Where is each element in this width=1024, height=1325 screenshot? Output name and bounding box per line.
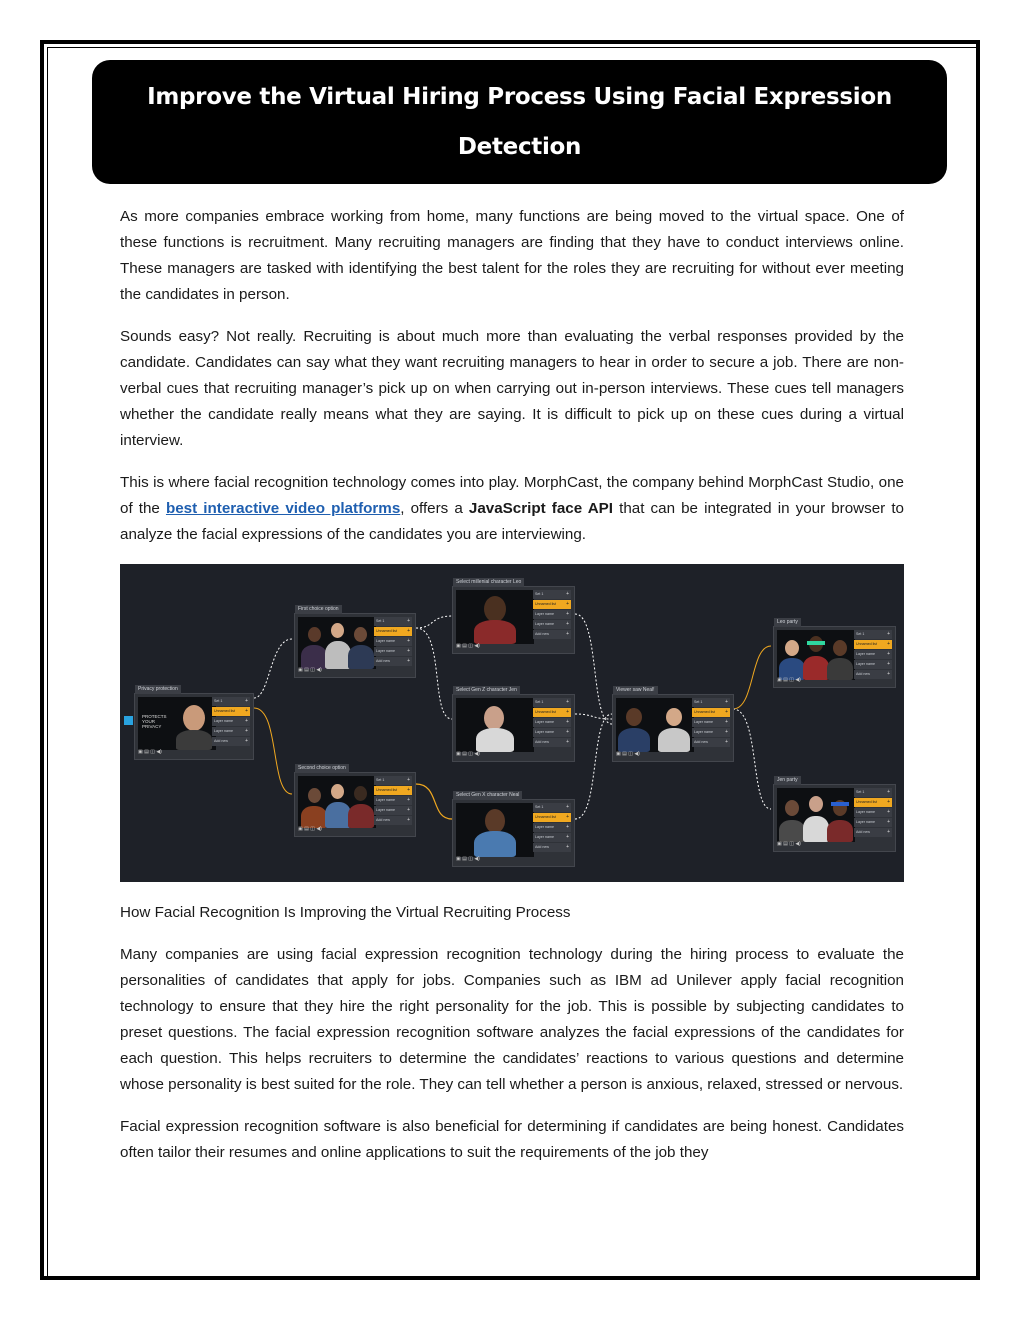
option-item[interactable]: Layer name + [533,718,571,727]
paragraph-morphcast [120,470,904,548]
option-item[interactable]: Layer name + [692,728,730,737]
option-item[interactable]: Set 1 + [854,630,892,639]
node-title: First choice option [295,605,342,614]
node-title: Jen party [774,776,801,785]
node-toolbar: ▣ ▤ ◫ ◀) [138,749,162,755]
text-segment: This is where facial recognition technology comes into play. MorphCast, the company behind MorphCast Studio, one of the [120,474,904,517]
node-toolbar: ▣ ▤ ◫ ◀) [777,677,801,683]
option-item[interactable]: Add new + [533,738,571,747]
node-toolbar: ▣ ▤ ◫ ◀) [456,643,480,649]
option-item[interactable]: Layer name + [533,833,571,842]
bold-api-term: JavaScript face API [468,500,614,517]
option-item[interactable]: Add new + [533,630,571,639]
option-item[interactable]: Add new + [533,843,571,852]
video-thumbnail [456,698,534,752]
option-item[interactable]: Add new + [374,657,412,666]
node-select-genz-jen [452,687,575,762]
node-title: Select Gen Z character Jen [453,686,520,695]
node-toolbar: ▣ ▤ ◫ ◀) [456,856,480,862]
node-title: Viewer saw Neal! [613,686,658,695]
node-toolbar: ▣ ▤ ◫ ◀) [298,667,322,673]
video-thumbnail [138,697,216,750]
node-title: Select Gen X character Neal [453,791,522,800]
option-item[interactable]: Add new + [374,816,412,825]
option-list [374,617,412,667]
option-item[interactable]: Set 1 + [692,698,730,707]
option-item[interactable]: Layer name + [374,806,412,815]
video-thumbnail [298,776,376,828]
option-item-selected[interactable]: Unnamed list + [533,813,571,822]
option-item[interactable]: Layer name + [533,620,571,629]
video-thumbnail [777,788,855,842]
interactive-video-platforms-link[interactable]: best interactive video platforms [165,500,401,517]
article-body [120,204,904,1182]
option-item[interactable]: Layer name + [854,818,892,827]
option-item[interactable]: Layer name + [533,728,571,737]
option-list [854,630,892,680]
text-segment: that can be integrated in your browser to analyze the facial expressions of the candidates you are interviewing. [120,500,904,543]
node-privacy-protection [134,686,254,760]
paragraph-companies: Many companies are using facial expression recognition technology during the hiring process to evaluate the personalities of candidates that apply for jobs. Companies such as IBM ad Unilever apply facial recognition technology to ensure that they hire the right personality for the job. This is possible by subjecting candidates to preset questions. The facial expression recognition software analyzes the facial expressions of the candidates for each question. This helps recruiters to determine the candidates’ reactions to various questions and determine whose personality is best suited for the role. They can tell whether a person is anxious, relaxed, stressed or nervous. [120,946,904,1093]
option-item[interactable]: Set 1 + [533,698,571,707]
node-toolbar: ▣ ▤ ◫ ◀) [777,841,801,847]
node-title: Leo party [774,618,801,627]
option-item-selected[interactable]: Unnamed list + [374,627,412,636]
option-item[interactable]: Set 1 + [374,617,412,626]
node-toolbar: ▣ ▤ ◫ ◀) [456,751,480,757]
privacy-tag-icon [124,716,133,725]
page-title: Improve the Virtual Hiring Process Using Facial Expression Detection [147,84,892,160]
option-item[interactable]: Layer name + [212,717,250,726]
option-item-selected[interactable]: Unnamed list + [692,708,730,717]
text-segment: , offers a [400,500,469,517]
option-item[interactable]: Set 1 + [533,803,571,812]
option-item[interactable]: Layer name + [374,647,412,656]
option-item[interactable]: Layer name + [533,610,571,619]
node-jen-party [773,777,896,852]
title-banner [92,60,947,184]
option-item[interactable]: Layer name + [854,808,892,817]
option-item[interactable]: Add new + [854,670,892,679]
option-item[interactable]: Set 1 + [533,590,571,599]
paragraph-honesty: Facial expression recognition software is also beneficial for determining if candidates are being honest. Candidates often tailor their resumes and online applications to suit the requirements of the job they [120,1118,904,1161]
option-item-selected[interactable]: Unnamed list + [533,708,571,717]
option-item[interactable]: Layer name + [692,718,730,727]
option-item-selected[interactable]: Unnamed list + [854,798,892,807]
privacy-overlay-text: PROTECTS YOUR PRIVACY [142,714,167,729]
node-leo-party [773,619,896,688]
option-item[interactable]: Layer name + [212,727,250,736]
option-item[interactable]: Add new + [854,828,892,837]
node-title: Select millenial character Leo [453,578,524,587]
option-list [374,776,412,826]
option-list [692,698,730,748]
option-list [212,697,250,747]
node-first-choice [294,606,416,678]
option-item[interactable]: Set 1 + [212,697,250,706]
node-second-choice [294,765,416,837]
paragraph-intro: As more companies embrace working from home, many functions are being moved to the virtual space. One of these functions is recruitment. Many recruiting managers are finding that they have to conduct interviews online. These managers are tasked with identifying the best talent for the roles they are recruiting for without ever meeting the candidates in person. [120,208,904,303]
paragraph-sounds-easy: Sounds easy? Not really. Recruiting is about much more than evaluating the verbal responses provided by the candidate. Candidates can say what they want recruiting managers to hear in order to secure a job. There are non-verbal cues that recruiting manager’s pick up on when carrying out in-person interviews. These cues tell managers whether the candidate really means what they are saying. It is difficult to pick up on these cues during a virtual interview. [120,328,904,449]
option-list [533,803,571,853]
node-toolbar: ▣ ▤ ◫ ◀) [616,751,640,757]
video-thumbnail [456,590,534,644]
morphcast-flow-diagram-image [120,564,904,882]
option-item-selected[interactable]: Unnamed list + [212,707,250,716]
option-item[interactable]: Layer name + [533,823,571,832]
node-title: Second choice option [295,764,349,773]
option-item-selected[interactable]: Unnamed list + [374,786,412,795]
option-item[interactable]: Layer name + [374,796,412,805]
section-heading: How Facial Recognition Is Improving the Virtual Recruiting Process [120,904,571,921]
option-item-selected[interactable]: Unnamed list + [854,640,892,649]
option-item[interactable]: Layer name + [854,660,892,669]
video-thumbnail [456,803,534,857]
node-select-genx-neal [452,792,575,867]
option-item[interactable]: Set 1 + [374,776,412,785]
option-item[interactable]: Add new + [692,738,730,747]
node-viewer-saw-neal [612,687,734,762]
option-list [533,590,571,640]
video-thumbnail [616,698,694,752]
option-list [854,788,892,838]
option-item[interactable]: Set 1 + [854,788,892,797]
node-select-millenial-leo [452,579,575,654]
option-item[interactable]: Add new + [212,737,250,746]
node-toolbar: ▣ ▤ ◫ ◀) [298,826,322,832]
video-thumbnail [777,630,855,680]
option-item[interactable]: Layer name + [374,637,412,646]
option-item[interactable]: Layer name + [854,650,892,659]
node-title: Privacy protection [135,685,181,694]
video-thumbnail [298,617,376,669]
option-list [533,698,571,748]
option-item-selected[interactable]: Unnamed list + [533,600,571,609]
